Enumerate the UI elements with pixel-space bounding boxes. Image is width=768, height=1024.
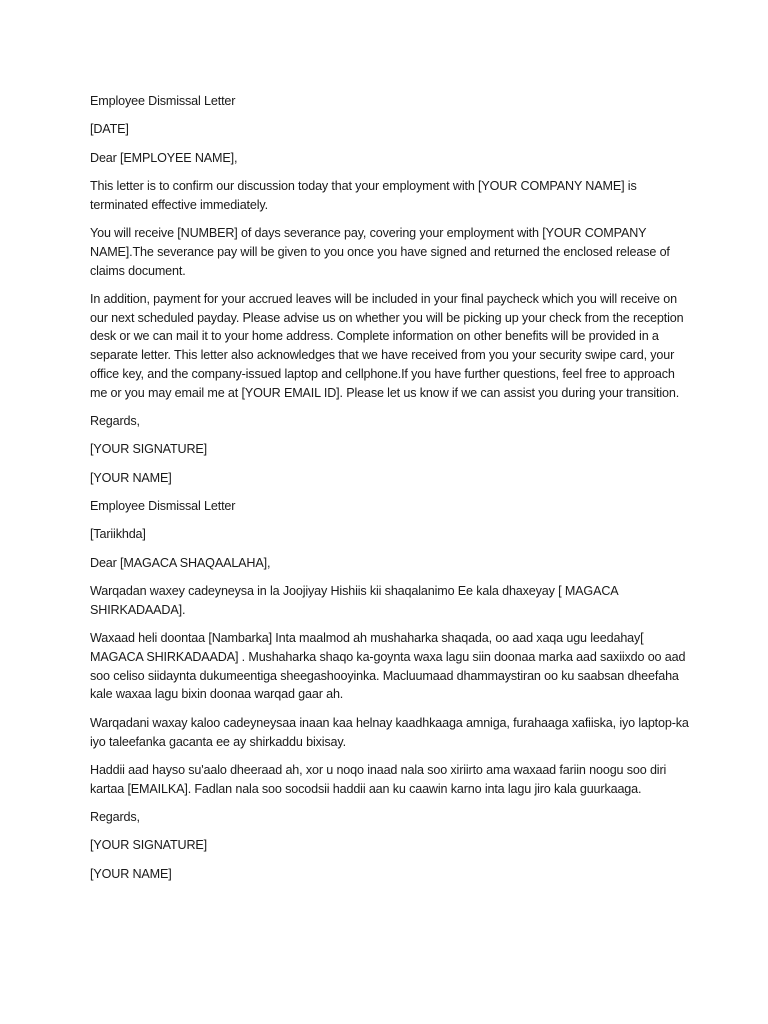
letter-paragraph: Waxaad heli doontaa [Nambarka] Inta maalmod ah mushaharka shaqada, oo aad xaqa ugu leedahay[ MAGACA SHIRKADAADA] . Mushaharka shaqo ka-goynta waxa lagu siin doonaa marka aad saxiixdo oo aad soo celiso siidaynta dukumeentiga sheegashooyinka. Macluumaad dhammaystiran oo ku saabsan dheefaha kale waxaa lagu bixin doonaa warqad gaar ah. [90, 631, 686, 702]
letter-title: Employee Dismissal Letter [90, 94, 236, 108]
letter-paragraph: You will receive [NUMBER] of days severance pay, covering your employment with [YOUR COMPANY NAME].The severance pay will be given to you once you have signed and returned the enclosed release of claims document. [90, 225, 670, 278]
letter-paragraph: In addition, payment for your accrued leaves will be included in your final paycheck which you will receive on our next scheduled payday. Please advise us on whether you will be picking up your check from the reception desk or we can mail it to your home address. Complete information on other benefits will be provided in a separate letter. This letter also acknowledges that we have received from you your security swipe card, your office key, and the company-issued laptop and cellphone.If you have further questions, feel free to approach me or you may email me at [YOUR EMAIL ID]. Please let us know if we can assist you during your transition. [90, 291, 684, 400]
letter-paragraph: Haddii aad hayso su'aalo dheeraad ah, xor u noqo inaad nala soo xiriirto ama waxaad fariin noogu soo diri kartaa [EMAILKA]. Fadlan nala soo socodsii haddii aan ku caawin karno inta lagu jiro kala guurkaaga. [90, 762, 667, 796]
letter-salutation: Dear [MAGACA SHAQAALAHA], [90, 555, 271, 570]
letter-date: [DATE] [90, 122, 129, 137]
letter-sender-name: [YOUR NAME] [90, 470, 172, 485]
letter-title: Employee Dismissal Letter [90, 499, 236, 514]
letter-document [90, 92, 690, 893]
letter-closing: Regards, [90, 414, 140, 429]
letter-sender-name: [YOUR NAME] [90, 866, 172, 881]
letter-closing: Regards, [90, 809, 140, 824]
letter-salutation: Dear [EMPLOYEE NAME], [90, 150, 238, 165]
somali-letter [90, 497, 690, 883]
letter-signature: [YOUR SIGNATURE] [90, 442, 208, 457]
letter-date: [Tariikhda] [90, 527, 146, 542]
english-letter [90, 92, 690, 488]
letter-signature: [YOUR SIGNATURE] [90, 838, 208, 853]
letter-paragraph: This letter is to confirm our discussion today that your employment with [YOUR COMPANY NAME] is terminated effective immediately. [90, 178, 637, 212]
letter-paragraph: Warqadani waxay kaloo cadeyneysaa inaan kaa helnay kaadhkaaga amniga, furahaaga xafiiska, iyo laptop-ka iyo taleefanka gacanta ee ay shirkaddu bixisay. [90, 715, 689, 749]
letter-paragraph: Warqadan waxey cadeyneysa in la Joojiyay Hishiis kii shaqalanimo Ee kala dhaxeyay [ MAGACA SHIRKADAADA]. [90, 583, 618, 617]
